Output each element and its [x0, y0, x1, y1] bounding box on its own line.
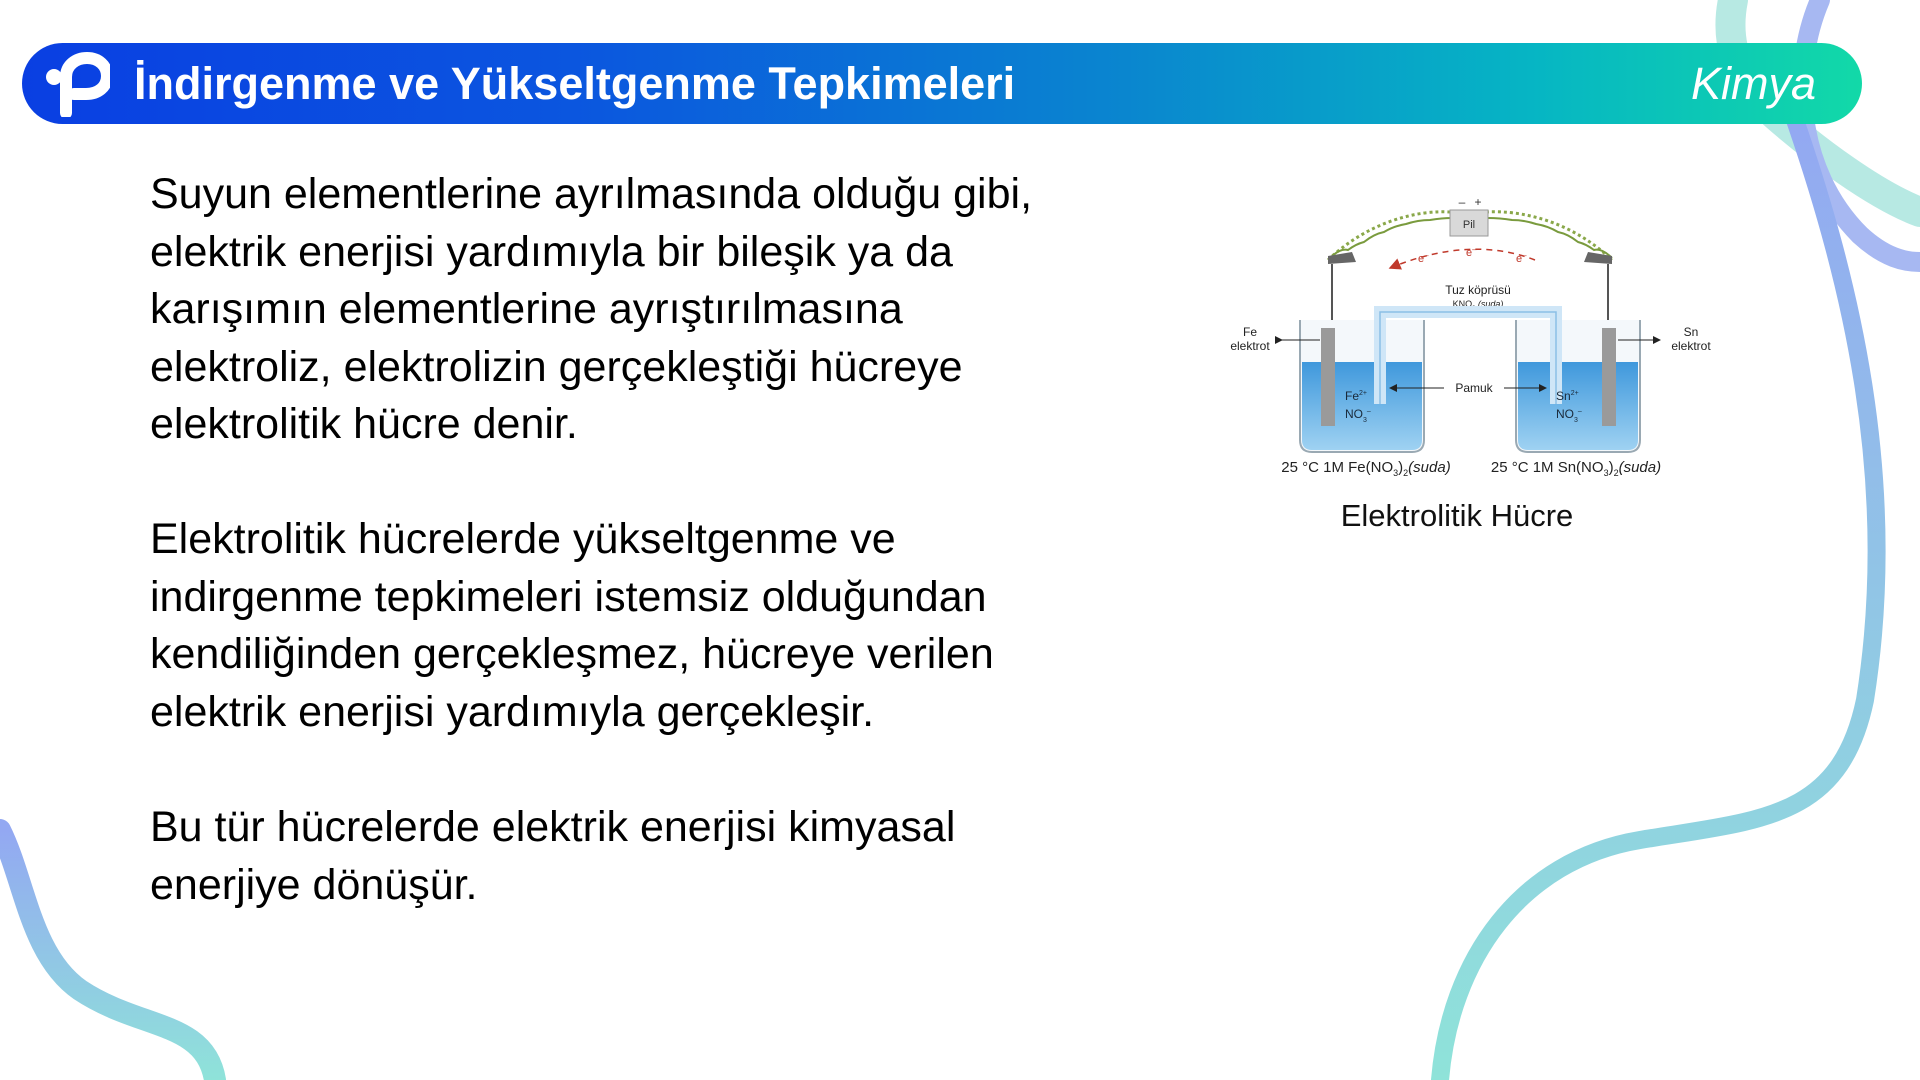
left-solution-label: 25 °C 1M $Fe(NO_3)_2(suda)$	[1281, 459, 1451, 478]
text-line: elektrik enerjisi yardımıyla bir bileşik ya da	[150, 227, 953, 276]
paragraph-1	[150, 166, 1150, 454]
left-solution	[1302, 362, 1422, 450]
brand-logo-icon	[44, 51, 110, 117]
electron-label-2: e–	[1466, 245, 1477, 259]
cotton-label: Pamuk	[1455, 381, 1493, 395]
sn-ion-label: $Sn^{2+}$	[1556, 389, 1579, 403]
right-solution	[1518, 362, 1638, 450]
text-line: kendiliğinden gerçekleşmez, hücreye verilen	[150, 630, 994, 678]
paragraph-2	[150, 511, 1150, 741]
salt-bridge-label: Tuz köprüsü	[1445, 283, 1511, 297]
right-nitrate-label: $NO_3^-$	[1556, 407, 1582, 424]
right-solution-label: 25 °C 1M $Sn(NO_3)_2(suda)$	[1490, 459, 1662, 478]
subject-label: Kimya	[1690, 58, 1816, 109]
electrolytic-cell-diagram	[1220, 190, 1720, 480]
text-line: elektroliz, elektrolizin gerçekleştiği hücreye	[150, 342, 963, 391]
text-line: enerjiye dönüşür.	[150, 860, 478, 909]
text-line: elektrolitik hücre denir.	[150, 400, 578, 448]
page-title: İndirgenme ve Yükseltgenme Tepkimeleri	[134, 58, 1016, 109]
battery-minus: –	[1458, 195, 1466, 209]
text-line: Bu tür hücrelerde elektrik enerjisi kimyasal	[150, 803, 956, 851]
figure-caption: Elektrolitik Hücre	[1340, 498, 1574, 533]
header-bar	[22, 43, 1862, 124]
sn-electrode-label: Sn elektrot	[1671, 325, 1711, 353]
fe-ion-label: $Fe^{2+}$	[1345, 389, 1367, 403]
paragraph-3	[150, 799, 1150, 914]
fe-electrode-label: Fe elektrot	[1230, 325, 1270, 353]
salt-bridge-formula: $KNO_3$ (suda)	[1452, 299, 1504, 312]
fe-electrode	[1321, 328, 1335, 426]
left-clip	[1328, 252, 1356, 264]
text-line: Elektrolitik hücrelerde yükseltgenme ve	[150, 515, 896, 563]
battery-label: Pil	[1462, 219, 1476, 231]
electron-label-3: e–	[1516, 251, 1527, 265]
text-line: karışımın elementlerine ayrıştırılmasına	[150, 285, 903, 333]
text-line: indirgenme tepkimeleri istemsiz olduğundan	[150, 572, 987, 621]
curve-top-right-blue	[1802, 0, 1920, 262]
sn-electrode	[1602, 328, 1616, 426]
electron-label-1: e–	[1418, 251, 1429, 265]
battery-plus: +	[1474, 195, 1482, 209]
electron-flow-arrow	[1390, 249, 1535, 268]
left-nitrate-label: $NO_3^-$	[1345, 407, 1371, 424]
text-line: elektrik enerjisi yardımıyla gerçekleşir.	[150, 687, 875, 736]
text-line: Suyun elementlerine ayrılmasında olduğu gibi,	[150, 170, 1033, 218]
